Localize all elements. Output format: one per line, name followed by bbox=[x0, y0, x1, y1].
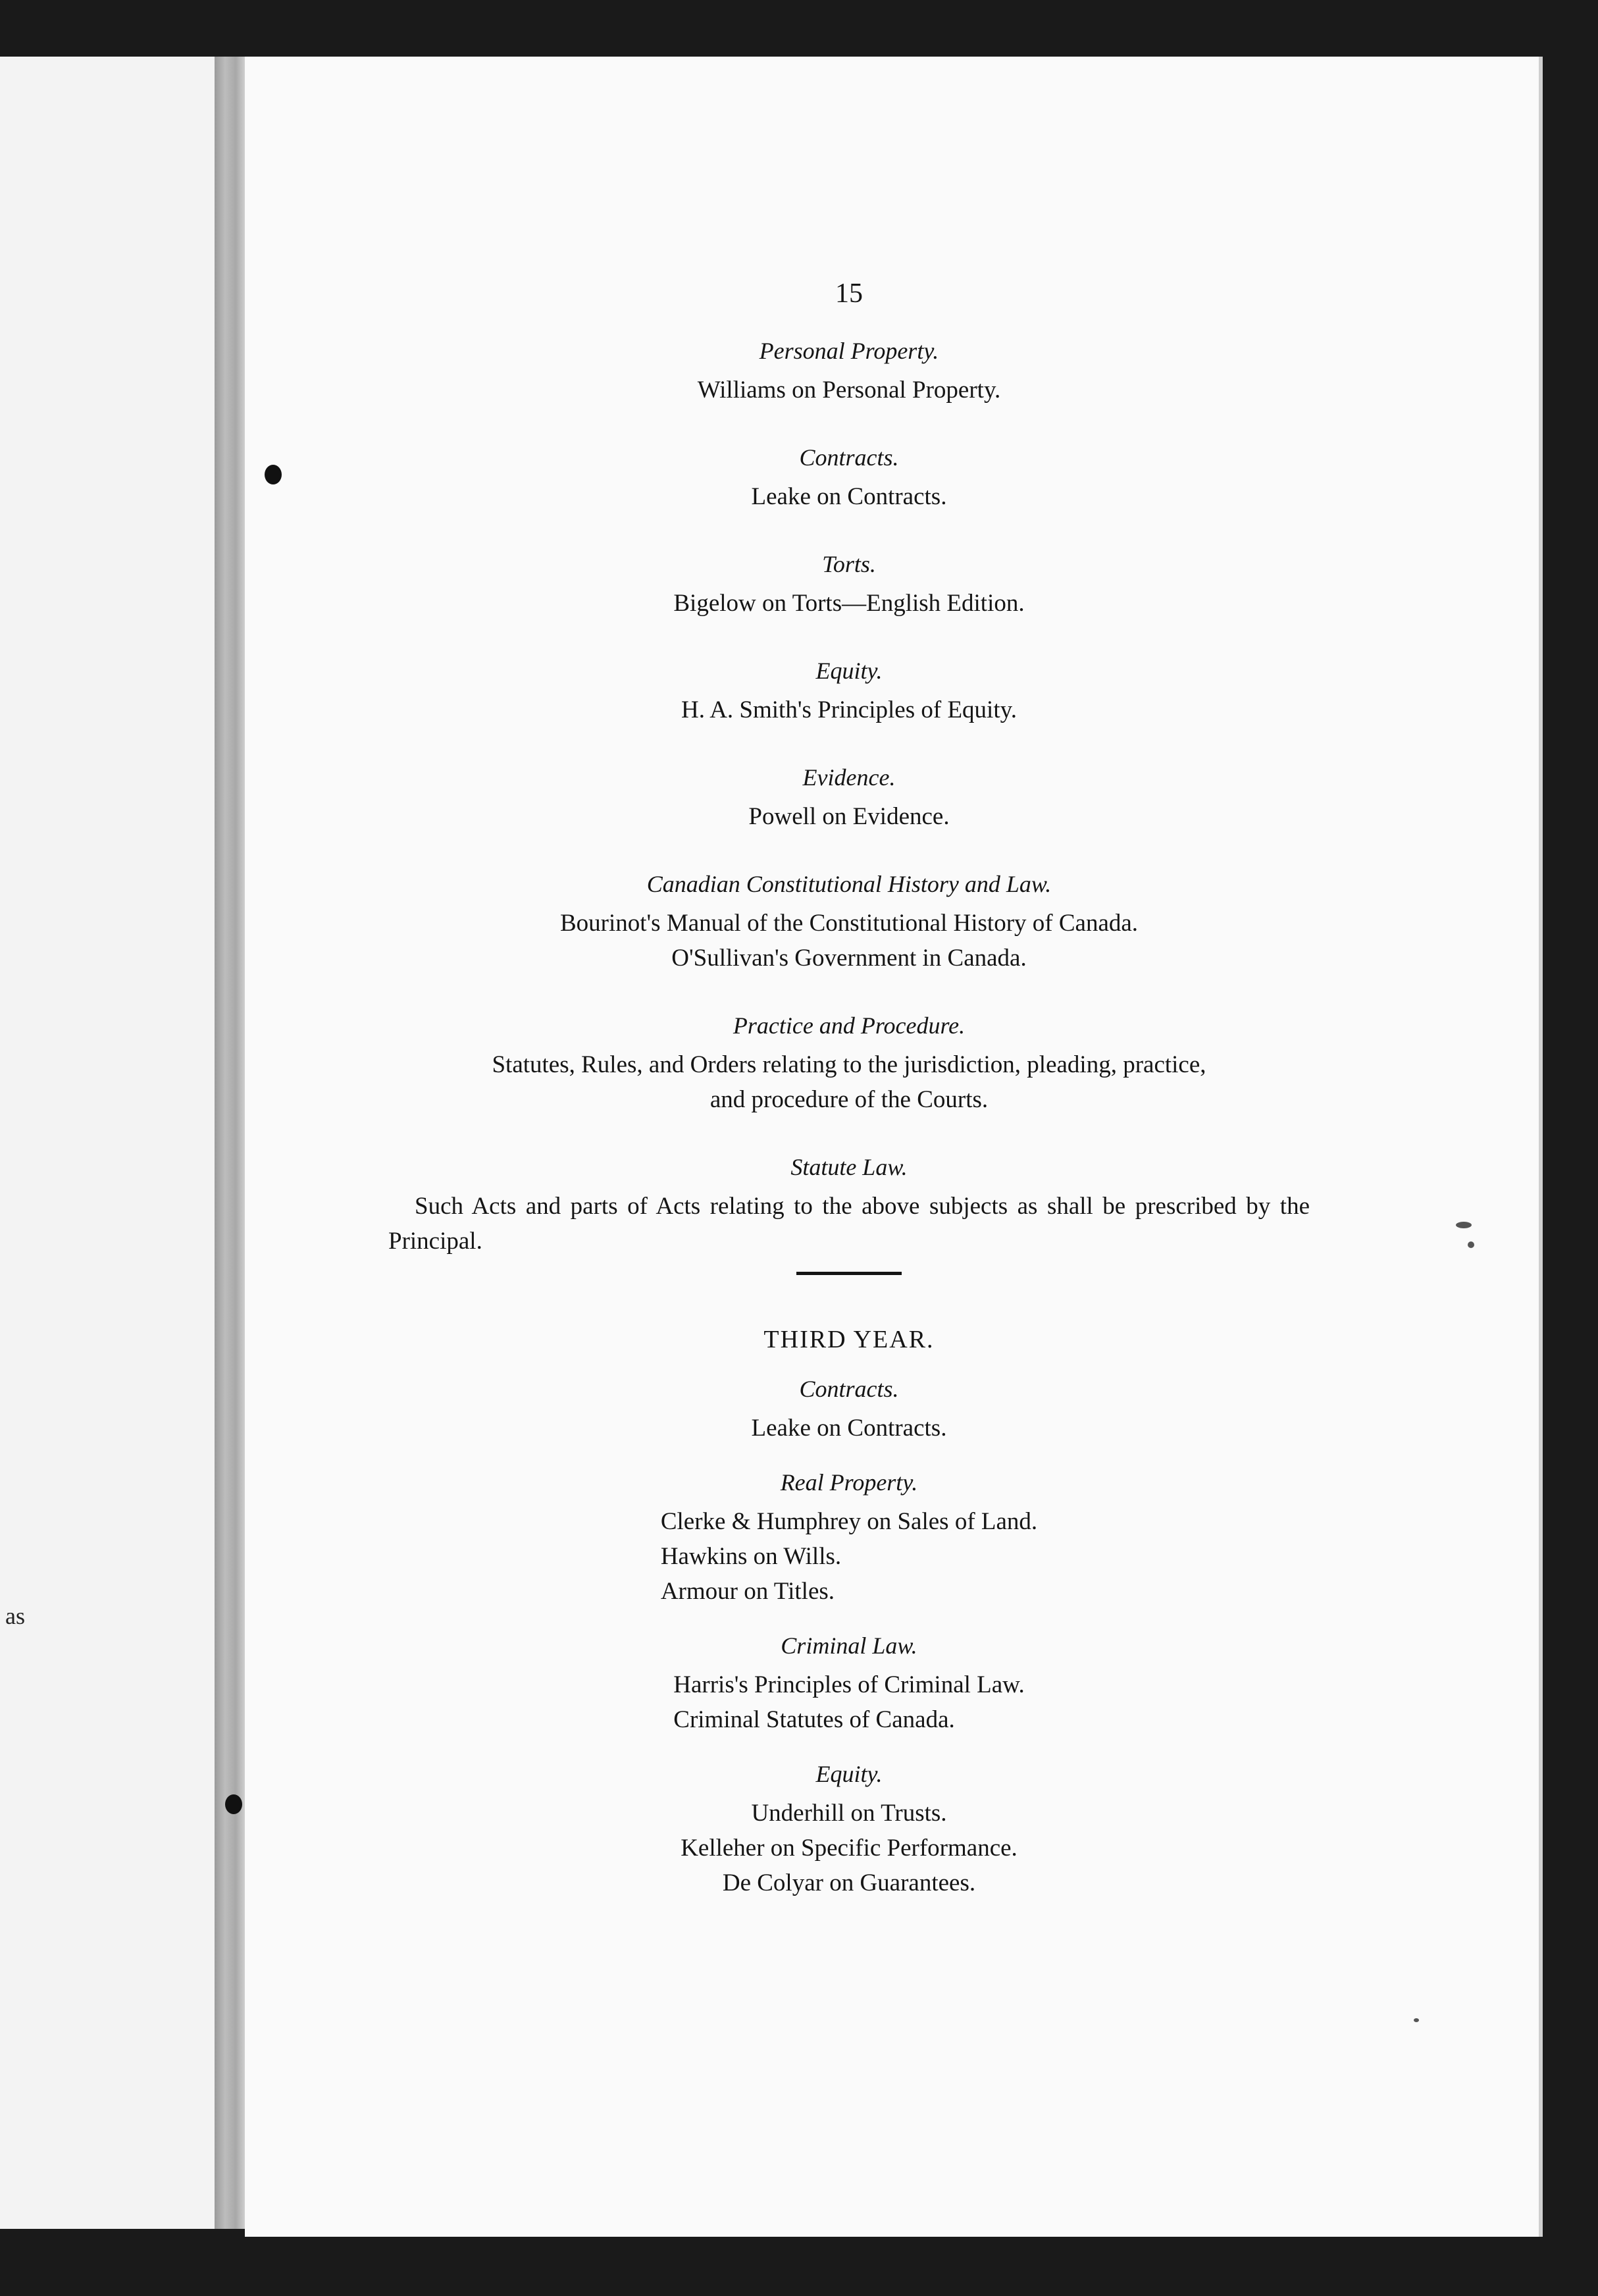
textbook-entry: and procedure of the Courts. bbox=[709, 1086, 989, 1113]
binding-hole-mark bbox=[265, 465, 282, 484]
section-heading: Criminal Law. bbox=[781, 1632, 917, 1659]
section-criminal-law bbox=[388, 1629, 1310, 1737]
textbook-entry: Powell on Evidence. bbox=[748, 803, 950, 830]
scan-speck bbox=[1468, 1241, 1474, 1248]
section-heading: Torts. bbox=[822, 551, 876, 577]
section-heading: Canadian Constitutional History and Law. bbox=[646, 871, 1052, 897]
left-page-edge bbox=[0, 57, 217, 2229]
textbook-entry: De Colyar on Guarantees. bbox=[722, 1869, 976, 1896]
textbook-entry: Harris's Principles of Criminal Law. bbox=[673, 1671, 1025, 1698]
textbook-entry: H. A. Smith's Principles of Equity. bbox=[681, 696, 1017, 723]
textbook-entry: Clerke & Humphrey on Sales of Land. bbox=[660, 1508, 1038, 1535]
textbook-entry: Statutes, Rules, and Orders relating to the jurisdiction, pleading, practice, bbox=[492, 1051, 1206, 1078]
statute-law-paragraph bbox=[388, 1189, 1310, 1259]
section-evidence bbox=[388, 760, 1310, 834]
book-gutter bbox=[215, 57, 245, 2229]
binding-hole-mark bbox=[225, 1794, 242, 1814]
entry-list bbox=[661, 1504, 1037, 1609]
left-page-text-fragment: as bbox=[5, 1603, 25, 1629]
textbook-entry: Kelleher on Specific Performance. bbox=[681, 1835, 1018, 1862]
section-divider bbox=[796, 1272, 902, 1275]
textbook-entry: Leake on Contracts. bbox=[751, 483, 947, 510]
section-heading: Equity. bbox=[815, 1761, 883, 1787]
section-personal-property bbox=[388, 334, 1310, 407]
textbook-entry: Bourinot's Manual of the Constitutional History of Canada. bbox=[559, 910, 1139, 937]
section-constitutional-history bbox=[388, 867, 1310, 976]
textbook-entry: Underhill on Trusts. bbox=[751, 1800, 947, 1827]
section-heading: Personal Property. bbox=[759, 338, 939, 364]
section-equity bbox=[388, 654, 1310, 727]
textbook-entry: Bigelow on Torts—English Edition. bbox=[673, 590, 1025, 617]
section-real-property bbox=[388, 1465, 1310, 1609]
section-heading: Contracts. bbox=[799, 444, 899, 471]
paragraph-text: Such Acts and parts of Acts relating to the above subjects as shall be prescribed by the Principal. bbox=[388, 1193, 1310, 1255]
section-third-year-contracts bbox=[388, 1372, 1310, 1446]
scan-speck bbox=[1456, 1222, 1472, 1228]
textbook-entry: Armour on Titles. bbox=[660, 1578, 835, 1605]
section-contracts bbox=[388, 440, 1310, 514]
entry-list bbox=[673, 1667, 1024, 1737]
section-heading: Practice and Procedure. bbox=[733, 1012, 966, 1039]
section-heading: Statute Law. bbox=[790, 1154, 908, 1180]
section-statute-law bbox=[388, 1150, 1310, 1259]
textbook-entry: Leake on Contracts. bbox=[751, 1415, 947, 1442]
section-torts bbox=[388, 547, 1310, 621]
section-heading: Contracts. bbox=[799, 1376, 899, 1402]
section-practice-procedure bbox=[388, 1008, 1310, 1117]
page-number: 15 bbox=[835, 278, 863, 309]
scan-speck bbox=[1414, 2018, 1419, 2022]
textbook-entry: Criminal Statutes of Canada. bbox=[673, 1706, 955, 1733]
textbook-entry: Williams on Personal Property. bbox=[697, 377, 1001, 404]
section-third-year-equity bbox=[388, 1757, 1310, 1900]
section-heading: Real Property. bbox=[780, 1469, 918, 1496]
third-year-heading: THIRD YEAR. bbox=[763, 1326, 935, 1353]
document-body bbox=[388, 276, 1310, 1920]
section-heading: Equity. bbox=[815, 658, 883, 684]
section-heading: Evidence. bbox=[802, 764, 896, 791]
textbook-entry: O'Sullivan's Government in Canada. bbox=[671, 945, 1027, 972]
textbook-entry: Hawkins on Wills. bbox=[660, 1543, 842, 1570]
